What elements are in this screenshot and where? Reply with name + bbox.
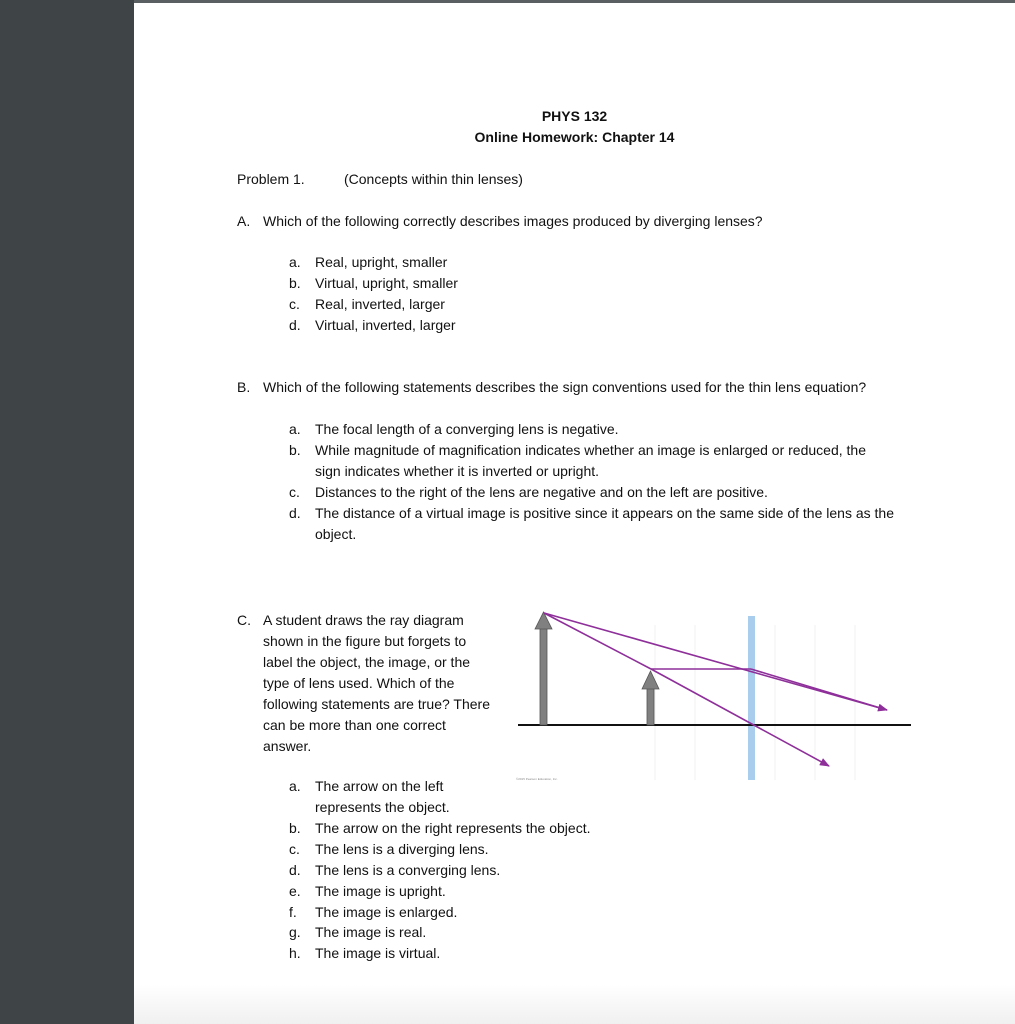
qb-option-line: Distances to the right of the lens are negative and on the left are positive.: [315, 484, 768, 500]
question-c-line: following statements are true? There: [263, 696, 490, 712]
qa-option-letter: d.: [289, 317, 301, 333]
qc-option-letter: g.: [289, 924, 301, 940]
viewer-sidebar: [0, 0, 134, 1024]
qc-option-line: The arrow on the left: [315, 778, 444, 794]
question-c-line: shown in the figure but forgets to: [263, 633, 467, 649]
homework-title: Online Homework: Chapter 14: [474, 129, 675, 145]
qc-option-letter: h.: [289, 945, 301, 961]
problem-label: Problem 1.: [237, 171, 305, 187]
qc-option-line: The image is upright.: [315, 883, 446, 899]
qc-option-letter: b.: [289, 820, 301, 836]
question-c-line: can be more than one correct: [263, 717, 446, 733]
question-b-letter: B.: [237, 379, 251, 395]
qc-option-letter: a.: [289, 778, 301, 794]
qc-option-line: The image is virtual.: [315, 945, 441, 961]
qc-option-line: The image is real.: [315, 924, 427, 940]
question-c-letter: C.: [237, 612, 251, 628]
qc-option-line: The lens is a converging lens.: [315, 862, 501, 878]
qc-option-letter: d.: [289, 862, 301, 878]
qb-option-line: object.: [315, 526, 357, 542]
question-a-letter: A.: [237, 213, 251, 229]
right-arrow-icon: [642, 671, 659, 725]
question-c-line: answer.: [263, 738, 312, 754]
qc-option-letter: c.: [289, 841, 300, 857]
left-arrow-icon: [535, 612, 552, 725]
qb-option-letter: c.: [289, 484, 300, 500]
qa-option-text: Virtual, inverted, larger: [315, 317, 456, 333]
course-code: PHYS 132: [541, 108, 608, 124]
qa-option-text: Real, inverted, larger: [315, 296, 445, 312]
qb-option-letter: b.: [289, 442, 301, 458]
qc-option-letter: e.: [289, 883, 301, 899]
qa-option-letter: c.: [289, 296, 300, 312]
qb-option-letter: d.: [289, 505, 301, 521]
ray-diagram: [515, 605, 915, 785]
qc-option-line: represents the object.: [315, 799, 450, 815]
lens-icon: [748, 616, 755, 780]
qb-option-line: The focal length of a converging lens is negative.: [315, 421, 619, 437]
question-c-line: label the object, the image, or the: [263, 654, 471, 670]
question-c-line: type of lens used. Which of the: [263, 675, 455, 691]
qc-option-letter: f.: [289, 904, 297, 920]
question-b-text: Which of the following statements describes the sign conventions used for the thin lens equation?: [263, 379, 867, 395]
qa-option-letter: b.: [289, 275, 301, 291]
qb-option-line: While magnitude of magnification indicates whether an image is enlarged or reduced, the: [315, 442, 866, 458]
qb-option-line: The distance of a virtual image is positive since it appears on the same side of the lens as the: [315, 505, 894, 521]
page-bottom-shadow: [134, 984, 1015, 1024]
light-rays: [544, 613, 887, 766]
qa-option-text: Virtual, upright, smaller: [315, 275, 458, 291]
qa-option-text: Real, upright, smaller: [315, 254, 448, 270]
qc-option-line: The lens is a diverging lens.: [315, 841, 489, 857]
qc-option-line: The arrow on the right represents the object.: [315, 820, 591, 836]
question-c-line: A student draws the ray diagram: [263, 612, 464, 628]
qb-option-letter: a.: [289, 421, 301, 437]
figure-credit: ©2015 Pearson Education, Inc.: [516, 777, 558, 781]
qc-option-line: The image is enlarged.: [315, 904, 458, 920]
question-a-text: Which of the following correctly describes images produced by diverging lenses?: [263, 213, 763, 229]
qb-option-line: sign indicates whether it is inverted or upright.: [315, 463, 600, 479]
qa-option-letter: a.: [289, 254, 301, 270]
problem-topic: (Concepts within thin lenses): [344, 171, 523, 187]
